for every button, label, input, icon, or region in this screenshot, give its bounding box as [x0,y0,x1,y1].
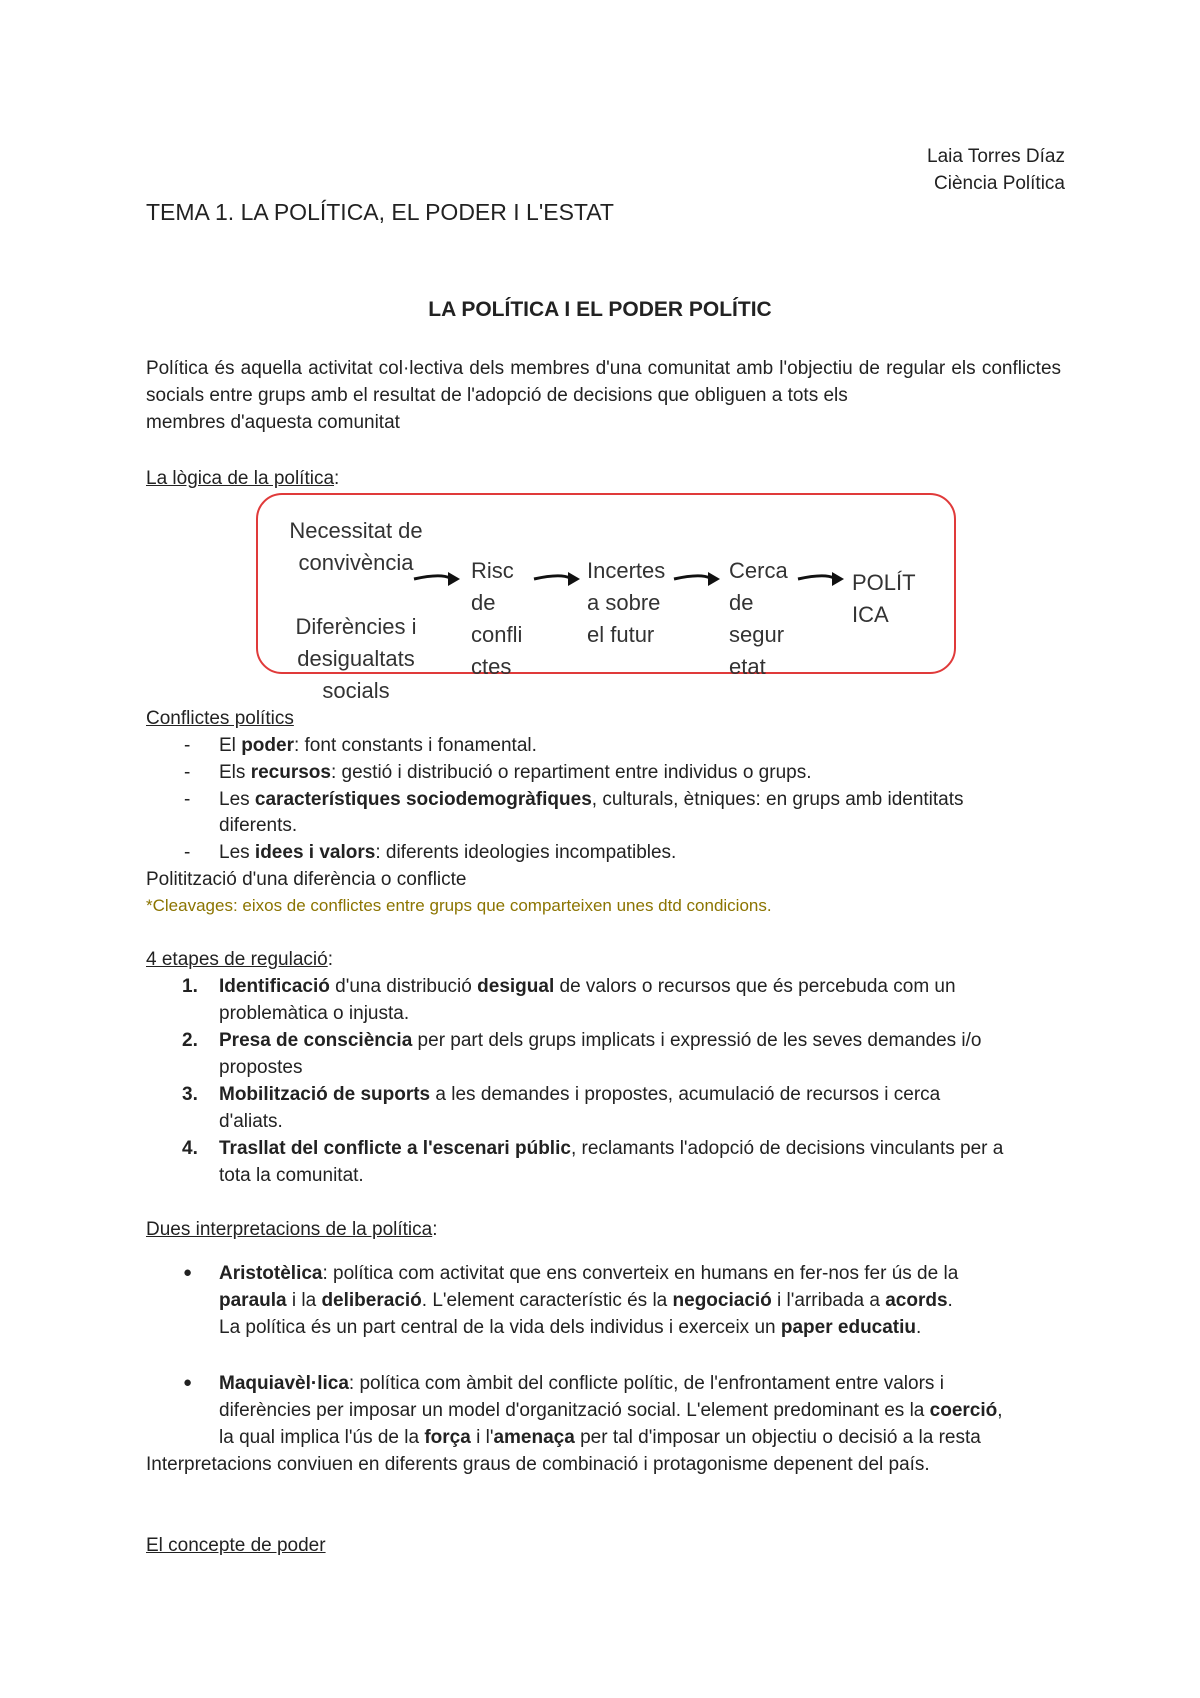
cleavages-note: *Cleavages: eixos de conflictes entre grups que comparteixen unes dtd condicions. [146,896,772,915]
machiavellian-line-3: la qual implica l'ús de la força i l'amenaça per tal d'imposar un objectiu o decisió a la resta [219,1427,981,1448]
risk-of-conflicts: Risc de confli ctes [471,558,523,679]
arrow-right-icon [532,569,582,589]
conflict-item-resources: Els recursos: gestió i distribució o repartiment entre individus o grups. [219,762,812,783]
author-name: Laia Torres Díaz [927,146,1065,167]
stage-awareness: Presa de consciència per part dels grups implicats i expressió de les seves demandes i/o [219,1030,982,1051]
conflict-item-sociodemographic: Les característiques sociodemogràfiques, culturals, ètniques: en grups amb identitats [219,789,964,810]
subject-name: Ciència Política [934,173,1065,194]
logic-heading: La lògica de la política: [146,468,340,489]
definition-line-1: Política és aquella activitat col·lectiva dels membres d'una comunitat amb l'objectiu de regular els [146,358,976,379]
dash-marker: - [184,762,191,783]
politics-result: POLÍT ICA [852,570,916,627]
definition-line-2: conflictes socials entre grups amb el resultat de l'adopció de decisions que obliguen a tots els [146,358,1062,406]
interpretations-closing: Interpretacions conviuen en diferents graus de combinació i protagonisme depenent del país. [146,1454,930,1475]
conflicts-heading: Conflictes polítics [146,708,294,729]
section-title: LA POLÍTICA I EL PODER POLÍTIC [428,298,772,321]
bullet-icon: ● [183,1264,193,1281]
need-for-coexistence: Necessitat de convivència [289,518,423,575]
aristotelian-line-3: La política és un part central de la vida dels individus i exerceix un paper educatiu. [219,1317,922,1338]
arrow-right-icon [412,569,462,589]
conflict-item-sociodemographic-cont: diferents. [219,815,298,836]
topic-title: TEMA 1. LA POLÍTICA, EL PODER I L'ESTAT [146,199,614,225]
arrow-right-icon [796,569,846,589]
definition-line-3: membres d'aquesta comunitat [146,412,400,433]
machiavellian-line-1: Maquiavèl·lica: política com àmbit del conflicte polític, de l'enfrontament entre valors i [219,1373,944,1394]
dash-marker: - [184,789,191,810]
uncertainty-future: Incertes a sobre el futur [587,558,666,647]
stage-number: 3. [182,1084,198,1105]
aristotelian-line-2: paraula i la deliberació. L'element característic és la negociació i l'arribada a acords. [219,1290,953,1311]
stage-public-transfer-cont: tota la comunitat. [219,1165,364,1186]
stage-identification: Identificació d'una distribució desigual de valors o recursos que és percebuda com un [219,976,956,997]
stage-mobilization: Mobilització de suports a les demandes i propostes, acumulació de recursos i cerca [219,1084,941,1105]
stage-number: 4. [182,1138,198,1159]
bullet-icon: ● [183,1374,193,1391]
arrow-right-icon [672,569,722,589]
differences-inequalities: Diferències i desigualtats socials [295,614,417,703]
aristotelian-line-1: Aristotèlica: política com activitat que ens converteix en humans en fer-nos fer ús de la [219,1263,959,1284]
power-heading: El concepte de poder [146,1535,326,1556]
stage-identification-cont: problemàtica o injusta. [219,1003,410,1024]
dash-marker: - [184,735,191,756]
search-for-security: Cerca de segur etat [729,558,788,679]
interpretations-heading: Dues interpretacions de la política: [146,1219,438,1240]
politics-definition [146,355,1061,436]
stages-heading: 4 etapes de regulació: [146,949,333,970]
author-block [927,143,1065,197]
conflict-item-ideas: Les idees i valors: diferents ideologies incompatibles. [219,842,677,863]
stage-awareness-cont: propostes [219,1057,303,1078]
machiavellian-line-2: diferències per imposar un model d'organització social. L'element predominant es la coerció, [219,1400,1003,1421]
dash-marker: - [184,842,191,863]
stage-number: 2. [182,1030,198,1051]
politicization-line: Politització d'una diferència o conflicte [146,869,467,890]
stage-number: 1. [182,976,198,997]
conflict-item-power: El poder: font constants i fonamental. [219,735,537,756]
stage-public-transfer: Trasllat del conflicte a l'escenari públic, reclamants l'adopció de decisions vinculants per a [219,1138,1004,1159]
stage-mobilization-cont: d'aliats. [219,1111,283,1132]
